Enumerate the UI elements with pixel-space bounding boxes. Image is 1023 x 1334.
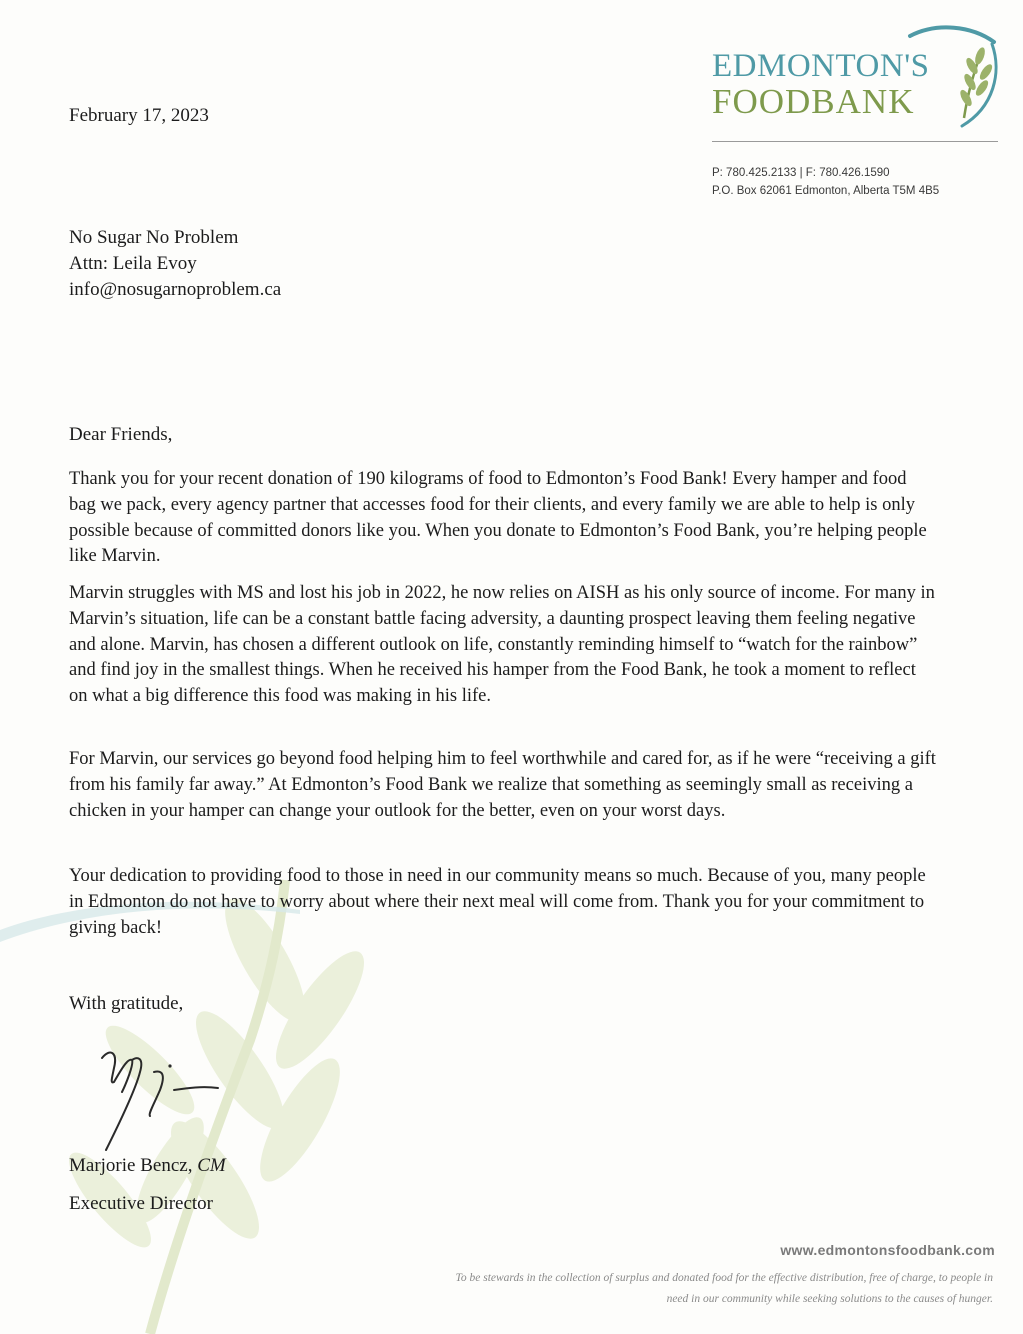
signer-name <box>69 1155 226 1177</box>
footer-website: www.edmontonsfoodbank.com <box>780 1242 995 1258</box>
logo-text-foodbank: FOODBANK <box>712 82 915 121</box>
body-paragraph-2: Marvin struggles with MS and lost his job in 2022, he now relies on AISH as his only source of income. For many in Marvin’s situation, life can be a constant battle facing adversity, a daunting prospect leaving them feeling negative and alone. Marvin, has chosen a different outlook on life, constantly reminding himself to “watch for the rainbow” and find joy in the smallest things. When he received his hamper from the Food Bank, he took a moment to reflect on what a big difference this food was making in his life. <box>69 583 935 707</box>
salutation: Dear Friends, <box>69 424 173 445</box>
signer-credential: CM <box>197 1155 226 1176</box>
signer-name-text: Marjorie Bencz, <box>69 1155 193 1176</box>
letter-date: February 17, 2023 <box>69 105 209 126</box>
contact-info <box>712 164 1012 200</box>
recipient-attention: Attn: Leila Evoy <box>69 253 197 274</box>
foodbank-logo <box>706 22 1006 134</box>
contact-address: P.O. Box 62061 Edmonton, Alberta T5M 4B5 <box>712 185 940 197</box>
recipient-email: info@nosugarnoproblem.ca <box>69 279 282 300</box>
signer-title: Executive Director <box>69 1193 214 1214</box>
body-paragraph-4: Your dedication to providing food to those in need in our community means so much. Because of you, many people in Edmonton do not have to worry about where their next meal will come from. Thank you for your commitment to giving back! <box>69 866 926 938</box>
body-paragraph-1: Thank you for your recent donation of 190 kilograms of food to Edmonton’s Food Bank! Every hamper and food bag we pack, every agency partner that accesses food for their clients, and every family we are able to help is only possible because of committed donors like you. When you donate to Edmonton’s Food Bank, you’re helping people like Marvin. <box>69 469 927 567</box>
handwritten-signature <box>92 1038 242 1158</box>
recipient-block <box>69 225 281 303</box>
contact-phone-fax: P: 780.425.2133 | F: 780.426.1590 <box>712 167 890 179</box>
closing: With gratitude, <box>69 993 184 1014</box>
wheat-swoosh-icon <box>902 22 1006 132</box>
header-divider <box>712 141 998 142</box>
footer-mission-statement: To be stewards in the collection of surplus and donated food for the effective distribution, free of charge, to people in need in our community while seeking solutions to the causes of hunger. <box>455 1272 993 1305</box>
recipient-organization: No Sugar No Problem <box>69 227 239 248</box>
logo-text-edmontons: EDMONTON'S <box>712 48 930 84</box>
body-paragraph-3: For Marvin, our services go beyond food helping him to feel worthwhile and cared for, as if he were “receiving a gift from his family far away.” At Edmonton’s Food Bank we realize that something as seemingly small as receiving a chicken in your hamper can change your outlook for the better, even on your worst days. <box>69 749 936 821</box>
